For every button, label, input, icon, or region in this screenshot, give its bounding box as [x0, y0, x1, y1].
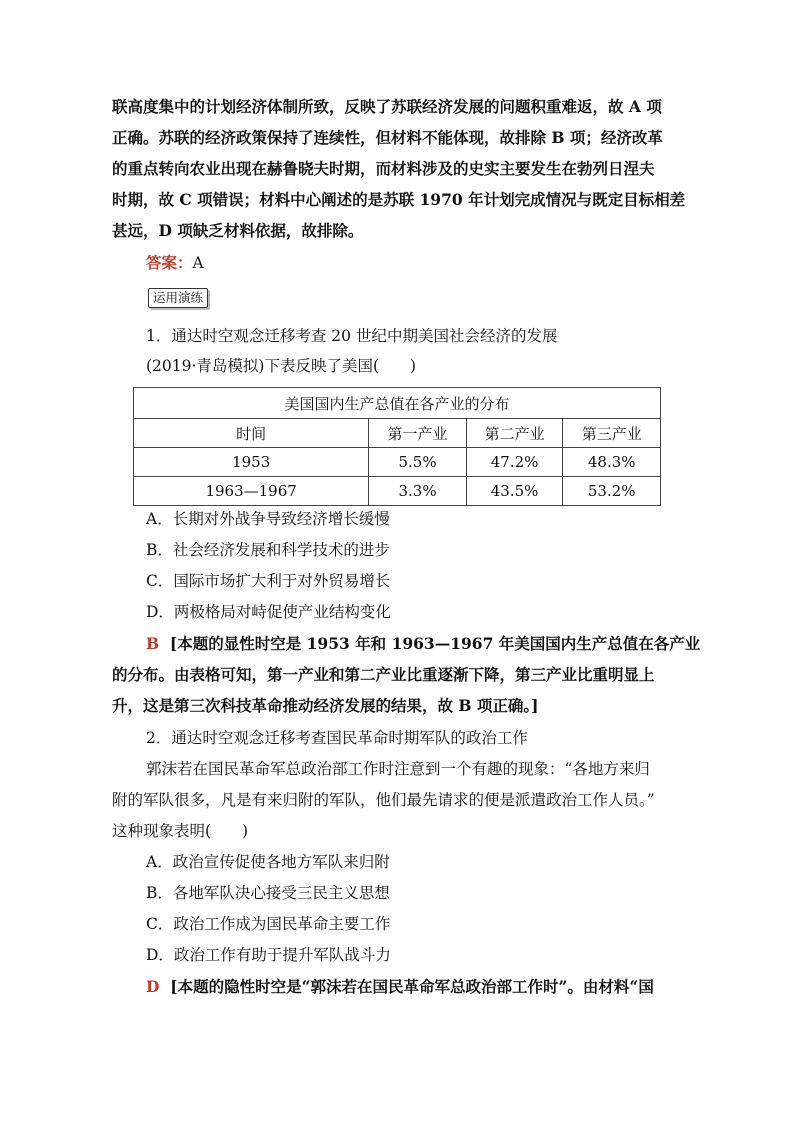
question-1-option: A．长期对外战争导致经济增长缓慢 [146, 510, 390, 528]
question-1-explanation: B [本题的显性时空是 1953 年和 1963—1967 年美国国内生产总值在各产业 [146, 634, 701, 653]
question-1-stem: (2019·青岛模拟)下表反映了美国( ) [146, 357, 417, 375]
explanation-line: 联高度集中的计划经济体制所致，反映了苏联经济发展的问题积重难返，故 A 项 [112, 97, 662, 116]
table-header-cell: 时间 [134, 419, 369, 448]
table-cell: 53.2% [563, 477, 661, 506]
table-header-cell: 第三产业 [563, 419, 661, 448]
explanation-line: 时期，故 C 项错误；材料中心阐述的是苏联 1970 年计划完成情况与既定目标相差 [112, 190, 686, 209]
table-cell: 1963—1967 [134, 477, 369, 506]
question-1-option: B．社会经济发展和科学技术的进步 [146, 541, 390, 559]
table-header-cell: 第一产业 [369, 419, 467, 448]
question-1-explanation-line: 的分布。由表格可知，第一产业和第二产业比重逐渐下降，第三产业比重明显上 [112, 665, 655, 684]
question-1-title: 1．通达时空观念迁移考查 20 世纪中期美国社会经济的发展 [146, 327, 558, 345]
table-header-row [134, 419, 661, 448]
answer-letter: B [146, 634, 160, 653]
explanation-line: 正确。苏联的经济政策保持了连续性，但材料不能体现，故排除 B 项；经济改革 [112, 128, 663, 147]
question-2-explanation: D [本题的隐性时空是“郭沫若在国民革命军总政治部工作时”。由材料“国 [146, 977, 654, 996]
explanation-line: 的重点转向农业出现在赫鲁晓夫时期，而材料涉及的史实主要发生在勃列日涅夫 [112, 159, 655, 178]
question-2-option: B．各地军队决心接受三民主义思想 [146, 884, 390, 902]
question-2-option: C．政治工作成为国民革命主要工作 [146, 915, 391, 933]
table-cell: 43.5% [466, 477, 563, 506]
question-2-stem: 郭沫若在国民革命军总政治部工作时注意到一个有趣的现象：“各地方来归 [146, 760, 650, 778]
question-1-option: C．国际市场扩大利于对外贸易增长 [146, 572, 391, 590]
gdp-distribution-table [133, 387, 661, 506]
table-header-cell: 第二产业 [466, 419, 563, 448]
table-cell: 47.2% [466, 448, 563, 477]
table-caption: 美国国内生产总值在各产业的分布 [134, 388, 661, 419]
question-1-option: D．两极格局对峙促使产业结构变化 [146, 603, 391, 621]
section-tag: 运用演练 [148, 288, 208, 308]
answer-value: A [192, 254, 204, 272]
question-2-stem: 附的军队很多，凡是有来归附的军队，他们最先请求的便是派遣政治工作人员。” [112, 791, 655, 809]
answer-letter: D [146, 977, 160, 996]
question-2-stem: 这种现象表明( ) [112, 822, 249, 840]
question-2-option: A．政治宣传促使各地方军队来归附 [146, 853, 390, 871]
table-cell: 1953 [134, 448, 369, 477]
answer-label: 答案： [146, 253, 193, 272]
explanation-line: 甚远，D 项缺乏材料依据，故排除。 [112, 221, 364, 240]
table-row [134, 477, 661, 506]
question-2-title: 2．通达时空观念迁移考查国民革命时期军队的政治工作 [146, 729, 528, 747]
table-cell: 48.3% [563, 448, 661, 477]
table-cell: 5.5% [369, 448, 467, 477]
table-row [134, 448, 661, 477]
table-cell: 3.3% [369, 477, 467, 506]
question-2-option: D．政治工作有助于提升军队战斗力 [146, 946, 391, 964]
question-1-explanation-line: 升，这是第三次科技革命推动经济发展的结果，故 B 项正确。] [112, 696, 539, 715]
answer-line [146, 252, 204, 274]
